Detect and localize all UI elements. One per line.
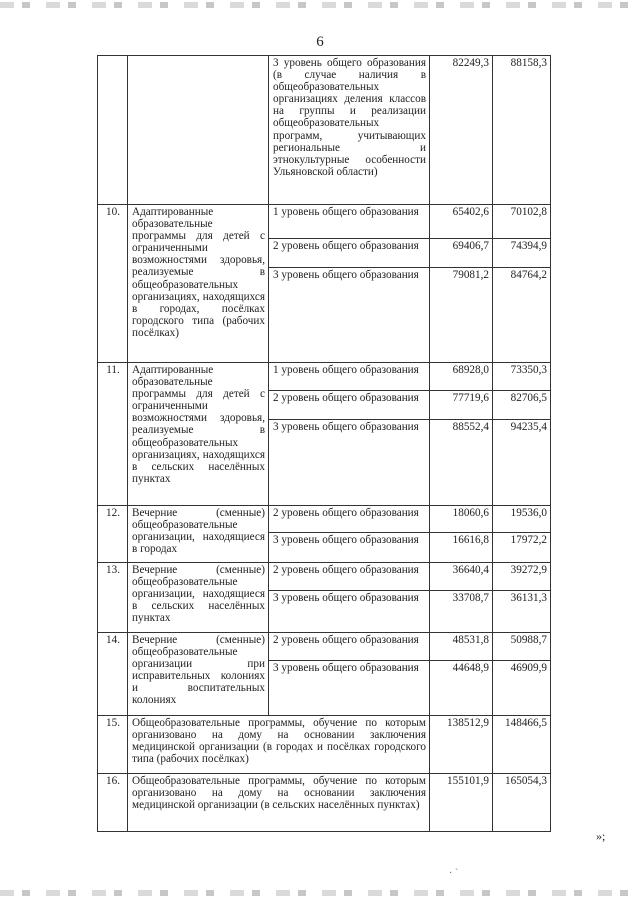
row-number-cell: 12. [98,506,128,563]
row-number-cell: 14. [98,633,128,716]
row-number-cell: 16. [98,774,128,832]
value-cell-2: 74394,9 [493,239,551,268]
value-cell-1: 138512,9 [430,716,493,774]
value-cell-2: 94235,4 [493,420,551,506]
education-level-cell: 3 уровень общего образования [269,533,430,563]
education-level-cell: 1 уровень общего образования [269,205,430,239]
closing-quote-mark: »; [596,829,606,843]
table-row [98,716,551,774]
value-cell-2: 46909,9 [493,661,551,716]
value-cell-2: 88158,3 [493,56,551,205]
scan-edge-bottom [0,890,640,896]
table-row [98,205,551,239]
value-cell-1: 155101,9 [430,774,493,832]
value-cell-1: 77719,6 [430,391,493,420]
value-cell-2: 39272,9 [493,563,551,591]
value-cell-1: 82249,3 [430,56,493,205]
value-cell-1: 36640,4 [430,563,493,591]
value-cell-2: 70102,8 [493,205,551,239]
row-number-cell [98,56,128,205]
education-level-cell: 2 уровень общего образования [269,239,430,268]
row-number-cell: 11. [98,363,128,506]
value-cell-1: 18060,6 [430,506,493,533]
value-cell-1: 16616,8 [430,533,493,563]
value-cell-2: 165054,3 [493,774,551,832]
program-name-cell: Общеобразовательные программы, обучение по которым организовано на дому на основании заключения медицинской организации (в городах и посёлках городского типа (рабочих посёлках) [128,716,430,774]
education-level-cell: 3 уровень общего образования [269,661,430,716]
value-cell-2: 82706,5 [493,391,551,420]
program-name-cell: Адаптированные образовательные программы для детей с ограниченными возможностями здоровья, реализуемые в общеобразовательных организациях, находящихся в городах, посёлках городского типа (рабочих посёлках) [128,205,269,363]
table-row [98,563,551,591]
scan-edge-top [0,2,640,8]
program-name-cell [128,56,269,205]
program-name-cell: Вечерние (сменные) общеобразовательные организации при исправительных колониях и воспитательных колониях [128,633,269,716]
education-level-cell: 1 уровень общего образования [269,363,430,391]
value-cell-2: 84764,2 [493,268,551,363]
education-level-cell: 2 уровень общего образования [269,506,430,533]
row-number-cell: 10. [98,205,128,363]
value-cell-2: 19536,0 [493,506,551,533]
education-level-cell: 3 уровень общего образования [269,420,430,506]
value-cell-1: 79081,2 [430,268,493,363]
value-cell-1: 65402,6 [430,205,493,239]
education-level-cell: 3 уровень общего образования [269,591,430,633]
program-name-cell: Общеобразовательные программы, обучение по которым организовано на дому на основании заключения медицинской организации (в сельских населённых пунктах) [128,774,430,832]
table-row [98,506,551,533]
value-cell-2: 148466,5 [493,716,551,774]
value-cell-2: 73350,3 [493,363,551,391]
tariff-table [97,55,551,832]
row-number-cell: 13. [98,563,128,633]
value-cell-1: 68928,0 [430,363,493,391]
value-cell-1: 48531,8 [430,633,493,661]
value-cell-2: 36131,3 [493,591,551,633]
education-level-cell: 3 уровень общего образования [269,268,430,363]
education-level-cell: 2 уровень общего образования [269,391,430,420]
program-name-cell: Адаптированные образовательные программы для детей с ограниченными возможностями здоровья, реализуемые в общеобразовательных организациях, находящихся в сельских населённых пунктах [128,363,269,506]
value-cell-1: 44648,9 [430,661,493,716]
scan-speck: · ˋ [449,868,459,879]
value-cell-1: 33708,7 [430,591,493,633]
table-row [98,633,551,661]
value-cell-2: 17972,2 [493,533,551,563]
table-row [98,56,551,205]
table-row [98,774,551,832]
education-level-cell: 3 уровень общего образования (в случае наличия в общеобразовательных организациях деления классов на группы и реализации общеобразовательных программ, учитывающих региональные и этнокультурные особенности Ульяновской области) [269,56,430,205]
table-row [98,363,551,391]
value-cell-2: 50988,7 [493,633,551,661]
education-level-cell: 2 уровень общего образования [269,633,430,661]
program-name-cell: Вечерние (сменные) общеобразовательные организации, находящиеся в городах [128,506,269,563]
row-number-cell: 15. [98,716,128,774]
education-level-cell: 2 уровень общего образования [269,563,430,591]
value-cell-1: 69406,7 [430,239,493,268]
page-number: 6 [316,34,324,50]
value-cell-1: 88552,4 [430,420,493,506]
program-name-cell: Вечерние (сменные) общеобразовательные организации, находящиеся в сельских населённых пунктах [128,563,269,633]
